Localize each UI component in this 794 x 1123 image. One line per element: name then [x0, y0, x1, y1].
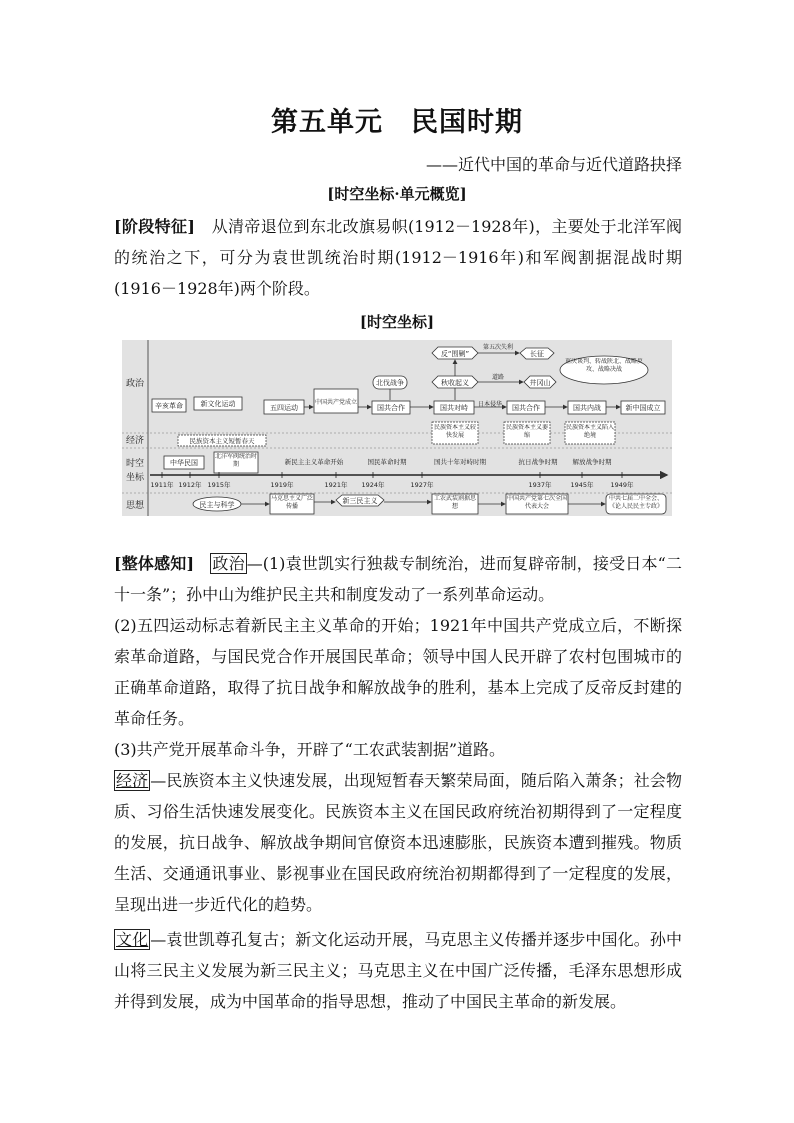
row-label-thought: 思想 — [126, 501, 145, 511]
event-anti-encirclement: 反“围剿” — [440, 350, 470, 358]
period-ten-years: 国共十年对峙时期 — [434, 458, 486, 466]
stage-label: [阶段特征] — [114, 217, 195, 236]
period-beiyang: 北洋军阀统治时期 — [214, 453, 257, 468]
row-label-economy: 经济 — [126, 436, 145, 446]
event-road-label: 道路 — [491, 374, 505, 381]
row-label-coord: 坐标 — [126, 473, 145, 483]
year-label: 1924年 — [361, 481, 385, 489]
culture-label: 文化 — [116, 930, 149, 949]
event-long-march: 长征 — [530, 350, 544, 358]
event-fifth-failure: 第五次失利 — [482, 344, 514, 351]
event-civil-war: 国共内战 — [573, 404, 601, 412]
thought-democracy-science: 民主与科学 — [199, 501, 235, 509]
year-label: 1945年 — [570, 481, 594, 489]
economy-label: 经济 — [116, 771, 149, 790]
politics-label: 政治 — [212, 554, 245, 573]
event-chongqing-talks: 重庆谈判、转战陕北、战略反攻、战略决战 — [564, 358, 643, 373]
econ-shrink: 民族资本主义萎缩 — [505, 424, 548, 439]
row-label-time: 时空 — [126, 459, 145, 469]
thought-seventh-congress: 中国共产党第七次全国代表大会 — [506, 495, 567, 510]
section-heading-timeline: [时空坐标] — [359, 313, 435, 331]
timeline-diagram — [122, 340, 672, 516]
period-anti-japanese: 抗日战争时期 — [518, 458, 558, 466]
overall-paragraph-2: (2)五四运动标志着新民主主义革命的开始；1921年中国共产党成立后，不断探索革命道路，与国民党合作开展国民革命；领导中国人民开辟了农村包围城市的正确革命道路，取得了抗日战争和解放战争的胜利，基本上完成了反帝反封建的革命任务。 — [114, 616, 682, 728]
thought-marxism-spread: 马克思主义广泛传播 — [270, 495, 313, 510]
econ-fast-growth: 民族资本主义较快发展 — [433, 424, 476, 439]
political-events — [152, 343, 665, 414]
politics-text: —(1)袁世凯实行独裁专制统治，进而复辟帝制，接受日本“二十一条”；孙中山为维护民主共和制度发动了一系列革命运动。 — [114, 554, 682, 604]
page-title: 第五单元 民国时期 — [271, 107, 523, 138]
year-label: 1927年 — [410, 481, 434, 489]
overall-label: [整体感知] — [114, 554, 195, 573]
event-japan-invasion: 日本侵华 — [477, 401, 503, 408]
culture-paragraph — [114, 924, 682, 1017]
overall-paragraph-1 — [114, 548, 682, 610]
year-label: 1915年 — [207, 481, 231, 489]
econ-brief-spring: 民族资本主义短暂春天 — [189, 437, 255, 445]
period-new-democratic: 新民主主义革命开始 — [284, 458, 344, 466]
overall-paragraph-3: (3)共产党开展革命斗争，开辟了“工农武装割据”道路。 — [114, 740, 506, 759]
event-northern-expedition: 北伐战争 — [376, 379, 404, 387]
event-kmt-cpc-coop-1: 国共合作 — [377, 404, 405, 412]
event-xinhai: 辛亥革命 — [155, 402, 183, 410]
event-cpc-founded: 中国共产党成立 — [314, 399, 358, 406]
event-new-culture: 新文化运动 — [200, 400, 236, 408]
economic-events — [178, 422, 615, 446]
event-kmt-cpc-coop-2: 国共合作 — [512, 404, 540, 412]
period-row — [164, 452, 612, 473]
section-heading-overview: [时空坐标·单元概览] — [327, 185, 467, 203]
thought-new-three-principles: 新三民主义 — [342, 497, 378, 505]
event-autumn-uprising: 秋收起义 — [441, 379, 469, 387]
econ-desperate: 民族资本主义陷入绝境 — [565, 424, 614, 439]
culture-text: —袁世凯尊孔复古；新文化运动开展，马克思主义传播并逐步中国化。孙中山将三民主义发展为新三民主义；马克思主义在中国广泛传播，毛泽东思想形成并得到发展，成为中国革命的指导思想，推动了中国民主革命的新发展。 — [114, 930, 682, 1011]
economy-paragraph — [114, 765, 682, 920]
period-national-revolution: 国民革命时期 — [367, 458, 407, 466]
event-confrontation: 国共对峙 — [440, 404, 468, 412]
stage-text: 从清帝退位到东北改旗易帜(1912－1928年)，主要处于北洋军阀的统治之下，可分为袁世凯统治时期(1912－1916年)和军阀割据混战时期(1916－1928年)两个阶段。 — [114, 217, 682, 298]
year-label: 1921年 — [324, 481, 348, 489]
thought-row — [193, 494, 666, 514]
year-label: 1949年 — [610, 481, 634, 489]
event-prc-founded: 新中国成立 — [625, 404, 661, 412]
year-label: 1911年 — [150, 481, 174, 489]
year-label: 1937年 — [528, 481, 552, 489]
page-subtitle: ——近代中国的革命与近代道路抉择 — [425, 155, 682, 174]
event-jinggangshan: 井冈山 — [529, 379, 551, 387]
row-label-politics: 政治 — [126, 379, 145, 389]
year-label: 1912年 — [178, 481, 202, 489]
year-label: 1919年 — [270, 481, 294, 489]
event-may-fourth: 五四运动 — [270, 404, 298, 412]
stage-paragraph — [114, 211, 682, 304]
thought-armed-separatism: 工农武装割据思想 — [433, 495, 476, 510]
thought-second-plenum: 中共七届二中全会、《论人民民主专政》 — [608, 495, 663, 510]
economy-text: —民族资本主义快速发展，出现短暂春天繁荣局面，随后陷入萧条；社会物质、习俗生活快速发展变化。民族资本主义在国民政府统治初期得到了一定程度的发展，抗日战争、解放战争期间官僚资本迅速膨胀，民族资本遭到摧残。物质生活、交通通讯事业、影视事业在国民政府统治初期都得到了一定程度的发展，呈现出进一步近代化的趋势。 — [114, 771, 682, 914]
period-liberation: 解放战争时期 — [572, 458, 612, 466]
period-roc: 中华民国 — [170, 459, 198, 467]
